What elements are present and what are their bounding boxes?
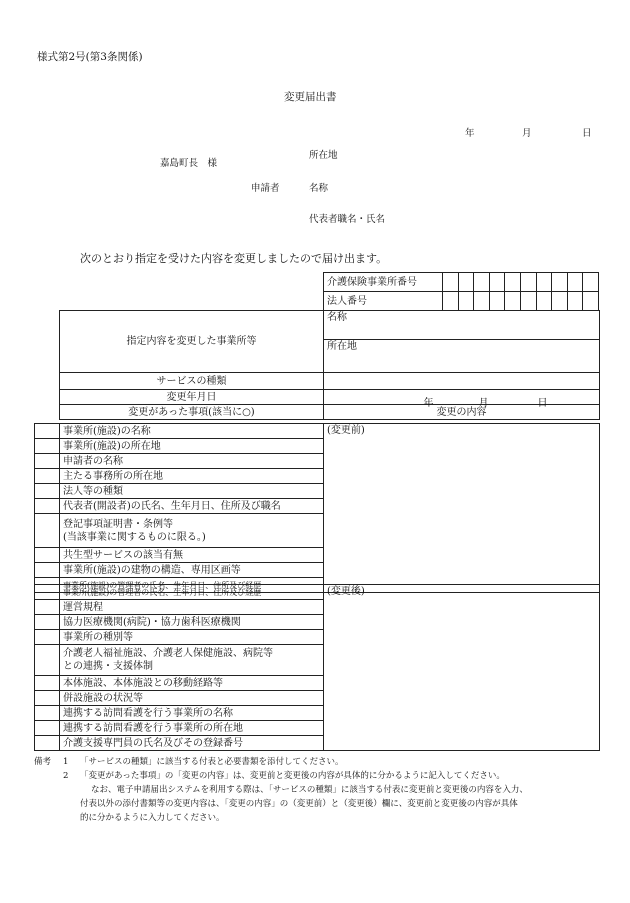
digit-cell[interactable] [536,273,552,292]
digit-cell[interactable] [505,273,521,292]
digit-cell[interactable] [552,292,568,311]
office-address-field[interactable]: 所在地 [324,340,600,373]
digit-cell[interactable] [583,292,599,311]
check-cell[interactable] [35,676,60,691]
main-table [59,310,600,420]
note-1-number: 1 [63,757,69,767]
digit-cell[interactable] [489,273,505,292]
check-cell[interactable] [35,585,60,600]
form-number: 様式第2号(第3条関係) [37,51,143,63]
note-2: 「変更があった事項」の「変更の内容」は、変更前と変更後の内容が具体的に分かるように記入してください。 [80,771,505,781]
digit-cell[interactable] [458,273,474,292]
address-label: 所在地 [309,150,338,161]
office-label: 指定内容を変更した事業所等 [60,311,324,373]
digit-cell[interactable] [567,273,583,292]
corporation-number-label: 法人番号 [324,292,443,311]
list-item: 事業所(施設)の名称 [60,424,324,439]
check-cell[interactable] [35,563,60,578]
check-cell[interactable] [35,645,60,676]
check-cell[interactable] [35,439,60,454]
list-item: 事業所(施設)の建物の構造、専用区画等 [60,563,324,578]
note-1: 「サービスの種類」に該当する付表と必要書類を添付してください。 [80,757,344,767]
service-type-label: サービスの種類 [60,373,324,390]
list-item: 共生型サービスの該当有無 [60,548,324,563]
list-item: 事業所(施設)の管理者の氏名、生年月日、住所及び経歴 [60,585,324,600]
list-item: 事業所(施設)の管理者の氏名、生年月日、住所及び経歴 [60,578,324,593]
note-2-cont-3: 的に分かるように入力してください。 [80,813,225,823]
digit-cell[interactable] [489,292,505,311]
digit-cell[interactable] [520,273,536,292]
items-header: 変更があった事項(該当に○) [60,405,324,420]
applicant-label: 申請者 [251,183,280,194]
service-type-field[interactable] [324,373,600,390]
office-name-field[interactable]: 名称 [324,311,600,340]
before-field[interactable]: (変更前) [324,424,600,593]
contents-header: 変更の内容 [324,405,600,420]
digit-cell[interactable] [552,273,568,292]
check-cell[interactable] [35,721,60,736]
list-item: 併設施設の状況等 [60,691,324,706]
check-cell[interactable] [35,424,60,439]
list-item: 本体施設、本体施設との移動経路等 [60,676,324,691]
list-item: 法人等の種類 [60,484,324,499]
date-year-label: 年 [465,128,475,139]
change-date-label: 変更年月日 [60,390,324,405]
check-cell[interactable] [35,484,60,499]
list-item: 代表者(開設者)の氏名、生年月日、住所及び職名 [60,499,324,514]
check-cell[interactable] [35,514,60,548]
list-item: 協力医療機関(病院)・協力歯科医療機関 [60,615,324,630]
digit-cell[interactable] [505,292,521,311]
notes-label: 備考 [34,757,52,767]
items-table [34,423,600,593]
check-cell[interactable] [35,469,60,484]
note-2-cont-1: なお、電子申請届出システムを利用する際は、「サービスの種類」に該当する付表に変更前と変更後の内容を入力、 [91,785,528,795]
list-item: 介護老人福祉施設、介護老人保健施設、病院等 との連携・支援体制 [60,645,324,676]
check-cell[interactable] [35,736,60,751]
list-item: 連携する訪問看護を行う事業所の名称 [60,706,324,721]
care-office-number-label: 介護保険事業所番号 [324,273,443,292]
digit-cell[interactable] [474,292,490,311]
note-2-number: 2 [63,771,69,781]
digit-cell[interactable] [536,292,552,311]
list-item: 申請者の名称 [60,454,324,469]
intro-text: 次のとおり指定を受けた内容を変更しましたので届け出ます。 [80,252,388,265]
digit-cell[interactable] [520,292,536,311]
check-cell[interactable] [35,499,60,514]
list-item: 主たる事務所の所在地 [60,469,324,484]
digit-cell[interactable] [567,292,583,311]
change-date-field[interactable]: 年 月 日 [324,390,600,405]
check-cell[interactable] [35,600,60,615]
digit-cell[interactable] [474,273,490,292]
digit-cell[interactable] [443,292,459,311]
name-label: 名称 [309,183,329,194]
addressee: 嘉島町長 様 [160,158,218,169]
representative-label: 代表者職名・氏名 [309,214,386,225]
number-table [323,272,599,311]
check-cell[interactable] [35,630,60,645]
check-cell[interactable] [35,454,60,469]
list-item: 事業所の種別等 [60,630,324,645]
check-cell[interactable] [35,548,60,563]
page-title: 変更届出書 [284,91,337,103]
list-item: 登記事項証明書・条例等 (当該事業に関するものに限る。) [60,514,324,548]
check-cell[interactable] [35,706,60,721]
digit-cell[interactable] [458,292,474,311]
date-day-label: 日 [582,128,592,139]
items-table-lower [34,584,600,751]
check-cell[interactable] [35,691,60,706]
check-cell[interactable] [35,615,60,630]
list-item: 運営規程 [60,600,324,615]
date-month-label: 月 [522,128,532,139]
after-field[interactable]: (変更後) [324,585,600,751]
list-item: 介護支援専門員の氏名及びその登録番号 [60,736,324,751]
list-item: 連携する訪問看護を行う事業所の所在地 [60,721,324,736]
digit-cell[interactable] [443,273,459,292]
note-2-cont-2: 付表以外の添付書類等の変更内容は、「変更の内容」の（変更前）と（変更後）欄に、変更前と変更後の内容が具体 [80,799,518,809]
digit-cell[interactable] [583,273,599,292]
list-item: 事業所(施設)の所在地 [60,439,324,454]
